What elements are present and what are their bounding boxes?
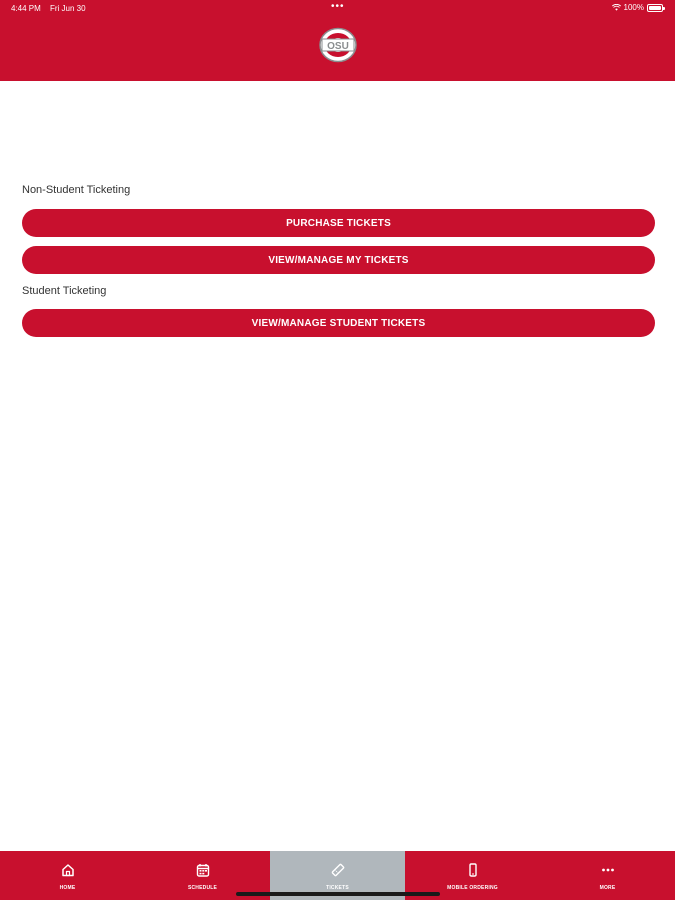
status-time: 4:44 PM xyxy=(11,4,41,13)
tab-mobile-ordering-label: MOBILE ORDERING xyxy=(447,885,498,891)
wifi-icon xyxy=(612,4,621,11)
home-indicator[interactable] xyxy=(236,892,440,896)
view-manage-student-tickets-button[interactable]: VIEW/MANAGE STUDENT TICKETS xyxy=(22,309,655,337)
non-student-ticketing-label: Non-Student Ticketing xyxy=(22,184,131,196)
status-right xyxy=(612,3,663,12)
phone-icon xyxy=(466,863,480,877)
multitask-dots[interactable]: ••• xyxy=(331,1,345,12)
ohio-state-logo[interactable] xyxy=(318,27,358,63)
more-icon xyxy=(601,863,615,877)
status-bar xyxy=(0,0,675,16)
ticket-icon xyxy=(331,863,345,877)
view-manage-my-tickets-button[interactable]: VIEW/MANAGE MY TICKETS xyxy=(22,246,655,274)
battery-percent: 100% xyxy=(623,3,644,12)
tab-more[interactable] xyxy=(540,851,675,900)
home-icon xyxy=(61,863,75,877)
tab-home[interactable] xyxy=(0,851,135,900)
purchase-tickets-button[interactable]: PURCHASE TICKETS xyxy=(22,209,655,237)
tab-schedule-label: SCHEDULE xyxy=(187,885,218,891)
logo-lettering: OSU xyxy=(327,41,349,52)
calendar-icon xyxy=(196,863,210,877)
tab-more-label: MORE xyxy=(599,885,616,891)
tab-tickets-label: TICKETS xyxy=(326,885,349,891)
student-ticketing-label: Student Ticketing xyxy=(22,285,107,297)
status-date: Fri Jun 30 xyxy=(50,4,86,13)
tab-home-label: HOME xyxy=(59,885,76,891)
battery-icon xyxy=(647,4,663,12)
app-header xyxy=(0,0,675,81)
